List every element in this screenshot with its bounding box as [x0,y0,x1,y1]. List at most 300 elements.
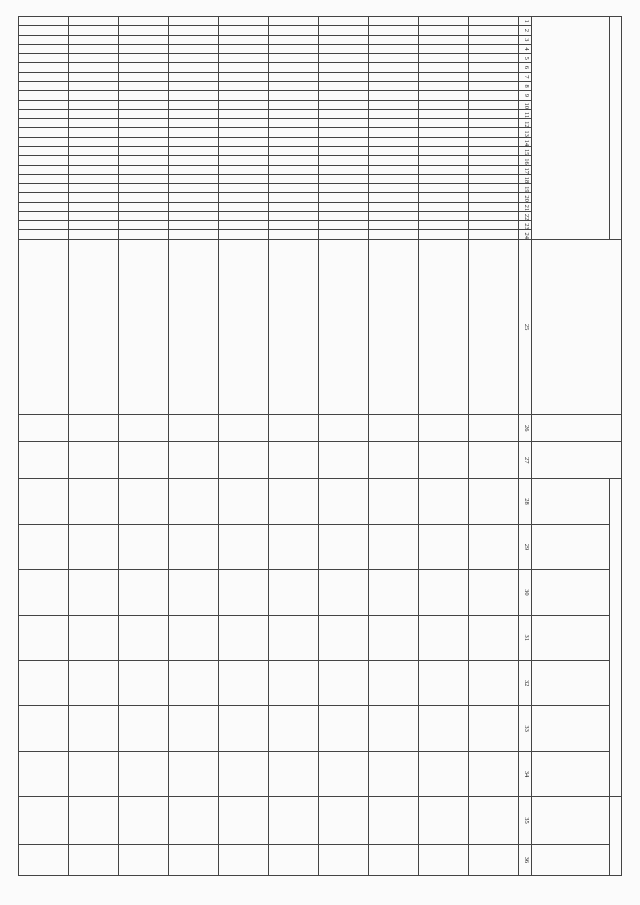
value-cell [319,615,369,660]
code-cell [369,137,419,146]
code-cell [269,174,319,183]
code-cell [469,35,519,44]
code-cell [119,156,169,165]
code-cell [369,91,419,100]
table-row [319,17,369,876]
col-num: 36 [519,844,532,875]
code-cell [469,91,519,100]
col-num: 9 [519,91,532,100]
code-cell [469,202,519,211]
col-num: 10 [519,100,532,109]
c27-cell [119,442,169,479]
row-text [269,239,319,414]
code-cell [169,109,219,118]
unit-cell [169,415,219,442]
unit-cell [19,415,69,442]
value-cell [269,479,319,524]
code-cell [119,202,169,211]
col-num: 33 [519,706,532,751]
code-cell [69,91,119,100]
code-cell [319,211,369,220]
code-cell [219,100,269,109]
code-cell [469,146,519,155]
code-cell [69,72,119,81]
row-text [369,239,419,414]
c27-cell [69,442,119,479]
code-cell [119,119,169,128]
code-cell [69,221,119,230]
code-cell [419,221,469,230]
code-cell [469,17,519,26]
code-cell [219,119,269,128]
table-row [469,17,519,876]
value-cell [19,479,69,524]
header-c27 [532,442,622,479]
col-num: 23 [519,221,532,230]
table-row [119,17,169,876]
code-cell [119,184,169,193]
code-cell [269,17,319,26]
code-cell [19,165,69,174]
col-num: 16 [519,156,532,165]
code-cell [69,211,119,220]
code-cell [219,221,269,230]
code-cell [369,230,419,239]
code-cell [19,17,69,26]
code-cell [19,221,69,230]
code-cell [219,81,269,90]
code-cell [119,100,169,109]
code-cell [219,174,269,183]
code-cell [419,128,469,137]
rotated-table-wrapper [18,16,622,876]
value-cell [319,524,369,569]
code-cell [69,128,119,137]
c27-cell [469,442,519,479]
code-cell [469,26,519,35]
code-cell [19,119,69,128]
code-cell [369,193,419,202]
col-num: 21 [519,202,532,211]
value-cell [269,570,319,615]
value-cell [369,479,419,524]
code-cell [169,44,219,53]
unit-cell [219,415,269,442]
value-cell [469,660,519,705]
col-num: 8 [519,81,532,90]
header-c29 [532,524,610,569]
code-cell [469,230,519,239]
code-cell [119,35,169,44]
code-cell [369,72,419,81]
code-cell [369,63,419,72]
unit-cell [369,415,419,442]
code-cell [219,109,269,118]
code-cell [19,230,69,239]
code-cell [269,35,319,44]
value-cell [169,751,219,796]
code-cell [369,184,419,193]
code-cell [219,128,269,137]
value-cell [469,615,519,660]
col-num: 22 [519,211,532,220]
value-cell [369,615,419,660]
code-cell [419,26,469,35]
code-cell [219,202,269,211]
code-cell [169,156,219,165]
code-cell [319,17,369,26]
col-num: 13 [519,128,532,137]
value-cell [119,706,169,751]
code-cell [19,146,69,155]
code-cell [69,193,119,202]
code-cell [219,35,269,44]
value-cell [69,706,119,751]
code-cell [369,202,419,211]
code-cell [419,63,469,72]
value-cell [169,844,219,875]
value-cell [369,844,419,875]
code-cell [469,193,519,202]
col-num: 6 [519,63,532,72]
code-cell [269,54,319,63]
code-cell [219,156,269,165]
col-num: 2 [519,26,532,35]
code-cell [319,184,369,193]
header-c33 [532,706,610,751]
table-row [269,17,319,876]
table-row [219,17,269,876]
value-cell [319,844,369,875]
value-cell [319,706,369,751]
c27-cell [419,442,469,479]
code-cell [369,26,419,35]
col-num: 20 [519,193,532,202]
col-num: 12 [519,119,532,128]
code-cell [469,109,519,118]
code-cell [319,156,369,165]
value-cell [469,797,519,844]
value-cell [169,706,219,751]
code-cell [169,202,219,211]
code-cell [19,193,69,202]
value-cell [269,751,319,796]
code-cell [119,211,169,220]
value-cell [319,751,369,796]
code-cell [219,91,269,100]
header-c25 [532,239,622,414]
code-cell [269,91,319,100]
code-cell [419,174,469,183]
value-cell [19,615,69,660]
header-c26 [532,415,622,442]
value-cell [69,524,119,569]
code-cell [319,72,369,81]
value-cell [169,797,219,844]
table-row [69,17,119,876]
value-cell [419,706,469,751]
col-num: 3 [519,35,532,44]
code-cell [269,230,319,239]
code-cell [219,54,269,63]
code-cell [219,26,269,35]
code-cell [419,184,469,193]
value-cell [19,706,69,751]
code-cell [319,146,369,155]
code-cell [19,54,69,63]
value-cell [319,570,369,615]
value-cell [319,479,369,524]
code-cell [119,63,169,72]
value-cell [319,660,369,705]
code-cell [119,165,169,174]
value-cell [219,570,269,615]
value-cell [419,797,469,844]
code-cell [169,174,219,183]
code-cell [169,230,219,239]
code-cell [269,211,319,220]
code-cell [69,81,119,90]
value-cell [369,706,419,751]
col-num: 27 [519,442,532,479]
c27-cell [169,442,219,479]
value-cell [319,797,369,844]
code-cell [419,91,469,100]
row-text [119,239,169,414]
code-cell [319,221,369,230]
code-cell [269,165,319,174]
header-group-years [610,479,622,797]
code-cell [169,63,219,72]
code-cell [119,174,169,183]
program-table [18,16,622,876]
code-cell [119,72,169,81]
unit-cell [419,415,469,442]
code-cell [319,128,369,137]
code-cell [19,81,69,90]
code-cell [219,137,269,146]
table-row [169,17,219,876]
code-cell [469,54,519,63]
code-cell [169,119,219,128]
code-cell [419,137,469,146]
code-cell [469,221,519,230]
code-cell [19,184,69,193]
row-text [19,239,69,414]
value-cell [19,751,69,796]
col-num: 35 [519,797,532,844]
row-text [169,239,219,414]
code-cell [119,137,169,146]
code-cell [219,184,269,193]
col-num: 11 [519,109,532,118]
code-cell [319,119,369,128]
value-cell [119,751,169,796]
c27-cell [219,442,269,479]
header-c34 [532,751,610,796]
code-cell [169,165,219,174]
code-cell [319,165,369,174]
col-num: 7 [519,72,532,81]
code-cell [419,81,469,90]
value-cell [69,797,119,844]
code-cell [169,72,219,81]
code-cell [319,193,369,202]
col-num: 14 [519,137,532,146]
code-cell [419,230,469,239]
col-num: 26 [519,415,532,442]
value-cell [219,706,269,751]
code-cell [269,146,319,155]
code-cell [69,44,119,53]
code-cell [119,193,169,202]
value-cell [69,615,119,660]
value-cell [469,844,519,875]
code-cell [169,91,219,100]
code-cell [19,202,69,211]
code-cell [169,81,219,90]
code-cell [419,146,469,155]
code-cell [369,17,419,26]
code-cell [219,146,269,155]
table-row [369,17,419,876]
code-cell [119,81,169,90]
code-cell [469,137,519,146]
code-cell [119,109,169,118]
code-cell [169,146,219,155]
value-cell [419,524,469,569]
value-cell [19,844,69,875]
unit-cell [69,415,119,442]
value-cell [69,751,119,796]
code-cell [219,230,269,239]
value-cell [69,844,119,875]
code-cell [319,81,369,90]
code-cell [419,193,469,202]
row-text [469,239,519,414]
code-cell [219,211,269,220]
code-cell [119,54,169,63]
code-cell [419,119,469,128]
code-cell [369,100,419,109]
code-cell [269,100,319,109]
code-cell [319,174,369,183]
value-cell [219,844,269,875]
col-num: 18 [519,174,532,183]
code-cell [469,165,519,174]
code-cell [319,91,369,100]
table-row [19,17,69,876]
code-cell [119,230,169,239]
code-cell [19,63,69,72]
code-cell [319,202,369,211]
code-cell [219,44,269,53]
code-cell [69,109,119,118]
unit-cell [469,415,519,442]
value-cell [419,660,469,705]
row-text [419,239,469,414]
code-cell [19,44,69,53]
code-cell [319,26,369,35]
c27-cell [269,442,319,479]
value-cell [469,751,519,796]
code-cell [469,63,519,72]
col-num: 19 [519,184,532,193]
code-cell [19,174,69,183]
code-cell [319,109,369,118]
code-cell [469,184,519,193]
code-cell [469,128,519,137]
code-cell [169,17,219,26]
value-cell [19,797,69,844]
code-cell [469,72,519,81]
code-cell [419,35,469,44]
code-cell [319,54,369,63]
c27-cell [369,442,419,479]
code-cell [269,119,319,128]
code-cell [369,146,419,155]
code-cell [369,54,419,63]
code-cell [169,54,219,63]
code-cell [219,165,269,174]
code-cell [69,174,119,183]
col-num: 15 [519,146,532,155]
code-cell [369,35,419,44]
value-cell [219,797,269,844]
code-cell [469,81,519,90]
value-cell [419,615,469,660]
value-cell [169,615,219,660]
value-cell [269,706,319,751]
value-cell [69,570,119,615]
code-cell [69,156,119,165]
value-cell [119,844,169,875]
code-cell [269,137,319,146]
code-cell [69,230,119,239]
value-cell [469,479,519,524]
value-cell [119,797,169,844]
code-cell [169,211,219,220]
value-cell [269,524,319,569]
code-cell [19,100,69,109]
code-cell [369,44,419,53]
value-cell [369,751,419,796]
row-text [319,239,369,414]
code-cell [269,72,319,81]
header-group-codes [610,17,622,240]
value-cell [19,570,69,615]
code-cell [169,35,219,44]
code-cell [19,26,69,35]
code-cell [69,146,119,155]
value-cell [419,479,469,524]
code-cell [469,174,519,183]
code-cell [469,100,519,109]
row-text [69,239,119,414]
code-cell [469,211,519,220]
code-cell [319,63,369,72]
code-cell [419,165,469,174]
code-cell [19,137,69,146]
code-cell [419,72,469,81]
unit-cell [269,415,319,442]
code-cell [369,119,419,128]
code-cell [369,109,419,118]
code-cell [19,211,69,220]
code-cell [69,35,119,44]
code-cell [269,109,319,118]
code-cell [119,17,169,26]
